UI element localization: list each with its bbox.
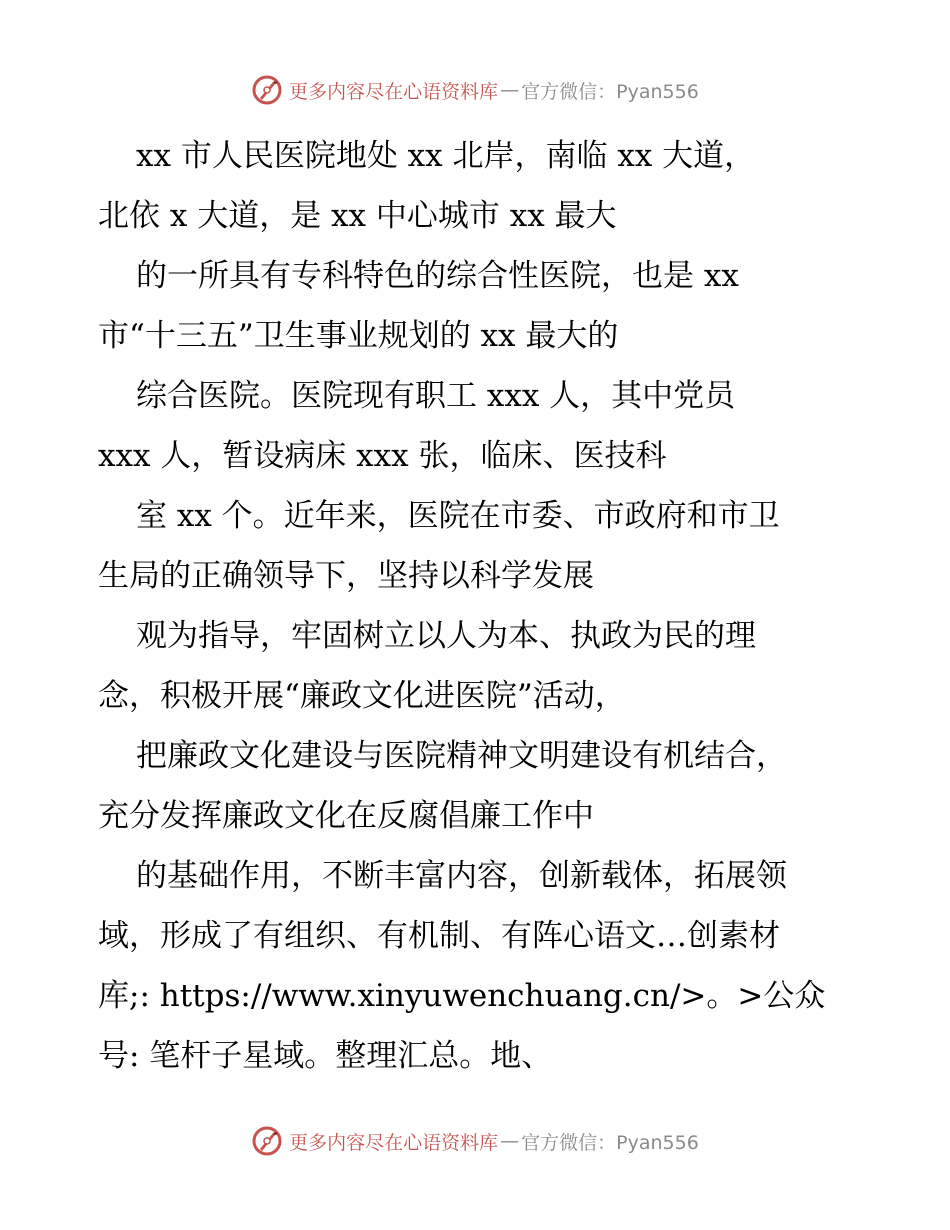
text-line-6: xxx 人，暂设病床 xxx 张，临床、医技科	[98, 438, 667, 474]
text-line-9: 观为指导，牢固树立以人为本、执政为民的理	[136, 618, 756, 654]
document-body	[98, 126, 858, 1086]
footer-banner	[0, 1121, 950, 1161]
banner-main-text: 更多内容尽在心语资料库	[289, 80, 499, 103]
text-line-15: 库;: https://www.xinyuwenchuang.cn/>。>公众	[98, 978, 826, 1014]
feather-pen-circle-icon	[251, 74, 283, 106]
text-line-3: 的一所具有专科特色的综合性医院，也是 xx	[136, 258, 739, 294]
text-line-12: 充分发挥廉政文化在反腐倡廉工作中	[98, 798, 594, 834]
text-line-8: 生局的正确领导下，坚持以科学发展	[98, 558, 594, 594]
text-line-2: 北依 x 大道，是 xx 中心城市 xx 最大	[98, 198, 617, 234]
banner-wechat-text: 官方微信：Pyan556	[521, 1131, 699, 1154]
banner-separator: —	[500, 1130, 520, 1152]
text-line-10: 念，积极开展“廉政文化进医院”活动，	[98, 678, 626, 714]
text-line-4: 市“十三五”卫生事业规划的 xx 最大的	[98, 318, 619, 354]
text-line-14: 域，形成了有组织、有机制、有阵心语文…创素材	[98, 918, 780, 954]
text-line-11: 把廉政文化建设与医院精神文明建设有机结合，	[136, 738, 787, 774]
banner-separator: —	[500, 79, 520, 101]
banner-main-text: 更多内容尽在心语资料库	[289, 1131, 499, 1154]
text-line-1: xx 市人民医院地处 xx 北岸，南临 xx 大道，	[136, 138, 756, 174]
text-line-7: 室 xx 个。近年来，医院在市委、市政府和市卫	[136, 498, 780, 534]
text-line-5: 综合医院。医院现有职工 xxx 人，其中党员	[136, 378, 736, 414]
text-line-13: 的基础作用，不断丰富内容，创新载体，拓展领	[136, 858, 787, 894]
banner-wechat-text: 官方微信：Pyan556	[521, 80, 699, 103]
header-banner	[0, 70, 950, 110]
feather-pen-circle-icon	[251, 1125, 283, 1157]
text-line-16: 号: 笔杆子星域。整理汇总。地、	[98, 1038, 553, 1074]
